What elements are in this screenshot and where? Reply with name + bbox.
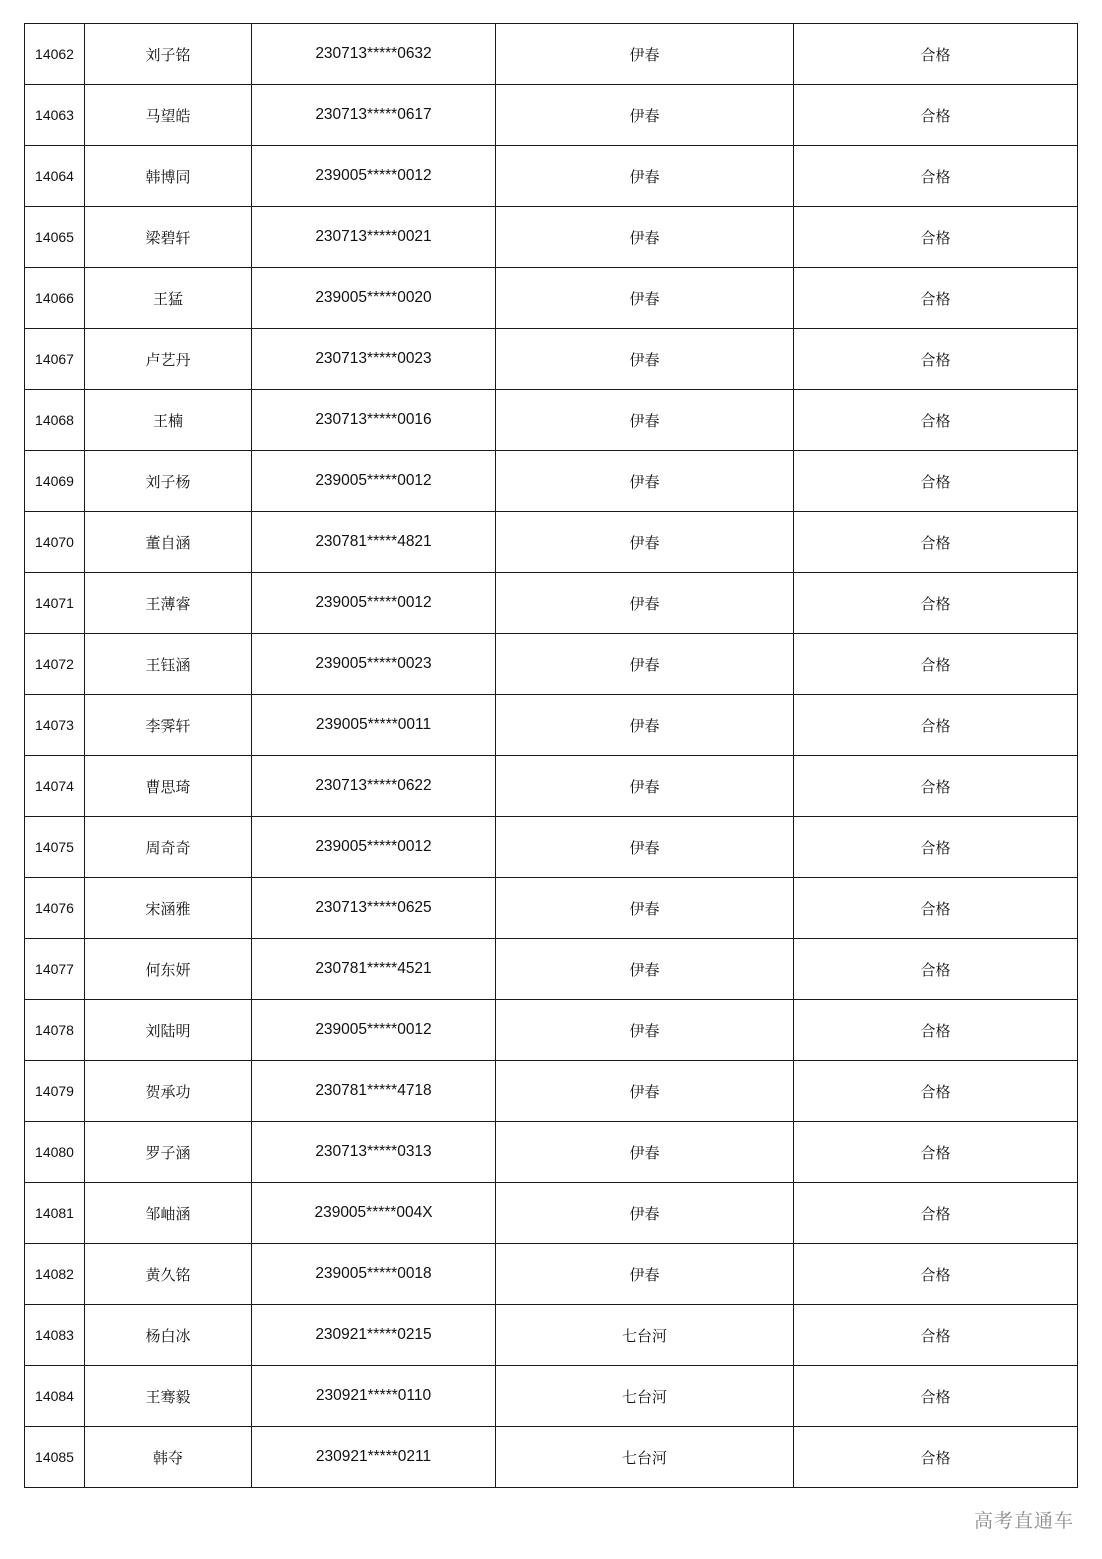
cell-result: 合格 [794,634,1078,695]
cell-serial-number: 14070 [25,512,85,573]
table-row [25,939,1078,1000]
cell-id-number: 230713*****0632 [252,24,496,85]
cell-result: 合格 [794,85,1078,146]
cell-id-number: 230781*****4821 [252,512,496,573]
cell-name: 周奇奇 [85,817,252,878]
cell-name: 梁碧轩 [85,207,252,268]
cell-result: 合格 [794,695,1078,756]
cell-region: 伊春 [496,939,794,1000]
cell-result: 合格 [794,756,1078,817]
cell-region: 伊春 [496,207,794,268]
cell-result: 合格 [794,878,1078,939]
cell-id-number: 239005*****0012 [252,1000,496,1061]
cell-name: 贺承功 [85,1061,252,1122]
table-row [25,634,1078,695]
cell-name: 罗子涵 [85,1122,252,1183]
cell-serial-number: 14066 [25,268,85,329]
cell-serial-number: 14077 [25,939,85,1000]
cell-serial-number: 14074 [25,756,85,817]
table-row [25,1000,1078,1061]
table-row [25,85,1078,146]
table-row [25,1183,1078,1244]
cell-name: 曹思琦 [85,756,252,817]
cell-name: 马望皓 [85,85,252,146]
cell-result: 合格 [794,1366,1078,1427]
cell-id-number: 239005*****0011 [252,695,496,756]
cell-name: 黄久铭 [85,1244,252,1305]
cell-region: 七台河 [496,1427,794,1488]
cell-region: 伊春 [496,268,794,329]
cell-name: 王薄睿 [85,573,252,634]
cell-region: 伊春 [496,1122,794,1183]
table-row [25,573,1078,634]
cell-name: 韩夺 [85,1427,252,1488]
cell-name: 王猛 [85,268,252,329]
cell-id-number: 230713*****0313 [252,1122,496,1183]
cell-id-number: 239005*****0012 [252,451,496,512]
results-table [24,23,1078,1488]
table-row [25,390,1078,451]
cell-region: 伊春 [496,1183,794,1244]
cell-region: 伊春 [496,756,794,817]
cell-id-number: 239005*****004X [252,1183,496,1244]
cell-id-number: 239005*****0018 [252,1244,496,1305]
cell-id-number: 230921*****0110 [252,1366,496,1427]
table-row [25,207,1078,268]
cell-region: 伊春 [496,85,794,146]
cell-result: 合格 [794,1305,1078,1366]
table-row [25,1366,1078,1427]
cell-id-number: 230713*****0617 [252,85,496,146]
cell-name: 宋涵雅 [85,878,252,939]
table-row [25,695,1078,756]
cell-name: 邹岫涵 [85,1183,252,1244]
cell-serial-number: 14064 [25,146,85,207]
cell-result: 合格 [794,329,1078,390]
cell-region: 伊春 [496,24,794,85]
cell-serial-number: 14079 [25,1061,85,1122]
cell-region: 七台河 [496,1305,794,1366]
cell-serial-number: 14062 [25,24,85,85]
results-table-body [25,24,1078,1488]
cell-id-number: 230781*****4718 [252,1061,496,1122]
cell-serial-number: 14068 [25,390,85,451]
table-row [25,1244,1078,1305]
table-row [25,756,1078,817]
cell-result: 合格 [794,1183,1078,1244]
cell-region: 伊春 [496,451,794,512]
cell-name: 刘子铭 [85,24,252,85]
table-row [25,268,1078,329]
cell-id-number: 239005*****0012 [252,817,496,878]
cell-result: 合格 [794,573,1078,634]
cell-id-number: 230921*****0211 [252,1427,496,1488]
cell-name: 刘子杨 [85,451,252,512]
cell-serial-number: 14078 [25,1000,85,1061]
table-row [25,24,1078,85]
cell-region: 伊春 [496,695,794,756]
cell-name: 杨白冰 [85,1305,252,1366]
cell-region: 伊春 [496,146,794,207]
table-row [25,817,1078,878]
cell-region: 伊春 [496,512,794,573]
cell-id-number: 230713*****0021 [252,207,496,268]
cell-name: 韩博同 [85,146,252,207]
table-row [25,512,1078,573]
cell-serial-number: 14069 [25,451,85,512]
cell-name: 王骞毅 [85,1366,252,1427]
cell-serial-number: 14065 [25,207,85,268]
cell-result: 合格 [794,512,1078,573]
cell-result: 合格 [794,207,1078,268]
cell-result: 合格 [794,390,1078,451]
cell-name: 董自涵 [85,512,252,573]
cell-serial-number: 14084 [25,1366,85,1427]
cell-result: 合格 [794,1427,1078,1488]
cell-serial-number: 14075 [25,817,85,878]
cell-serial-number: 14082 [25,1244,85,1305]
cell-region: 伊春 [496,1244,794,1305]
table-row [25,1061,1078,1122]
cell-id-number: 230921*****0215 [252,1305,496,1366]
cell-serial-number: 14076 [25,878,85,939]
cell-name: 王楠 [85,390,252,451]
watermark-text: 高考直通车 [973,1510,1074,1532]
cell-result: 合格 [794,817,1078,878]
cell-result: 合格 [794,1244,1078,1305]
cell-serial-number: 14083 [25,1305,85,1366]
cell-name: 刘陆明 [85,1000,252,1061]
cell-serial-number: 14063 [25,85,85,146]
table-row [25,146,1078,207]
cell-serial-number: 14080 [25,1122,85,1183]
cell-result: 合格 [794,939,1078,1000]
cell-result: 合格 [794,1000,1078,1061]
table-row [25,329,1078,390]
cell-region: 伊春 [496,817,794,878]
cell-serial-number: 14081 [25,1183,85,1244]
cell-id-number: 230713*****0622 [252,756,496,817]
cell-result: 合格 [794,1122,1078,1183]
cell-result: 合格 [794,1061,1078,1122]
cell-result: 合格 [794,146,1078,207]
cell-name: 李霁轩 [85,695,252,756]
cell-id-number: 230713*****0625 [252,878,496,939]
cell-region: 伊春 [496,1061,794,1122]
cell-region: 伊春 [496,634,794,695]
cell-region: 伊春 [496,573,794,634]
cell-serial-number: 14073 [25,695,85,756]
cell-id-number: 239005*****0012 [252,146,496,207]
cell-result: 合格 [794,451,1078,512]
cell-region: 伊春 [496,329,794,390]
cell-id-number: 230781*****4521 [252,939,496,1000]
cell-id-number: 239005*****0012 [252,573,496,634]
table-row [25,1305,1078,1366]
cell-serial-number: 14085 [25,1427,85,1488]
cell-id-number: 230713*****0016 [252,390,496,451]
cell-result: 合格 [794,268,1078,329]
cell-id-number: 230713*****0023 [252,329,496,390]
cell-serial-number: 14067 [25,329,85,390]
cell-serial-number: 14071 [25,573,85,634]
cell-region: 伊春 [496,390,794,451]
cell-name: 何东妍 [85,939,252,1000]
cell-id-number: 239005*****0023 [252,634,496,695]
cell-serial-number: 14072 [25,634,85,695]
cell-result: 合格 [794,24,1078,85]
cell-region: 七台河 [496,1366,794,1427]
cell-id-number: 239005*****0020 [252,268,496,329]
cell-name: 卢艺丹 [85,329,252,390]
cell-region: 伊春 [496,1000,794,1061]
table-row [25,1427,1078,1488]
table-row [25,878,1078,939]
cell-region: 伊春 [496,878,794,939]
cell-name: 王钰涵 [85,634,252,695]
table-row [25,451,1078,512]
table-row [25,1122,1078,1183]
